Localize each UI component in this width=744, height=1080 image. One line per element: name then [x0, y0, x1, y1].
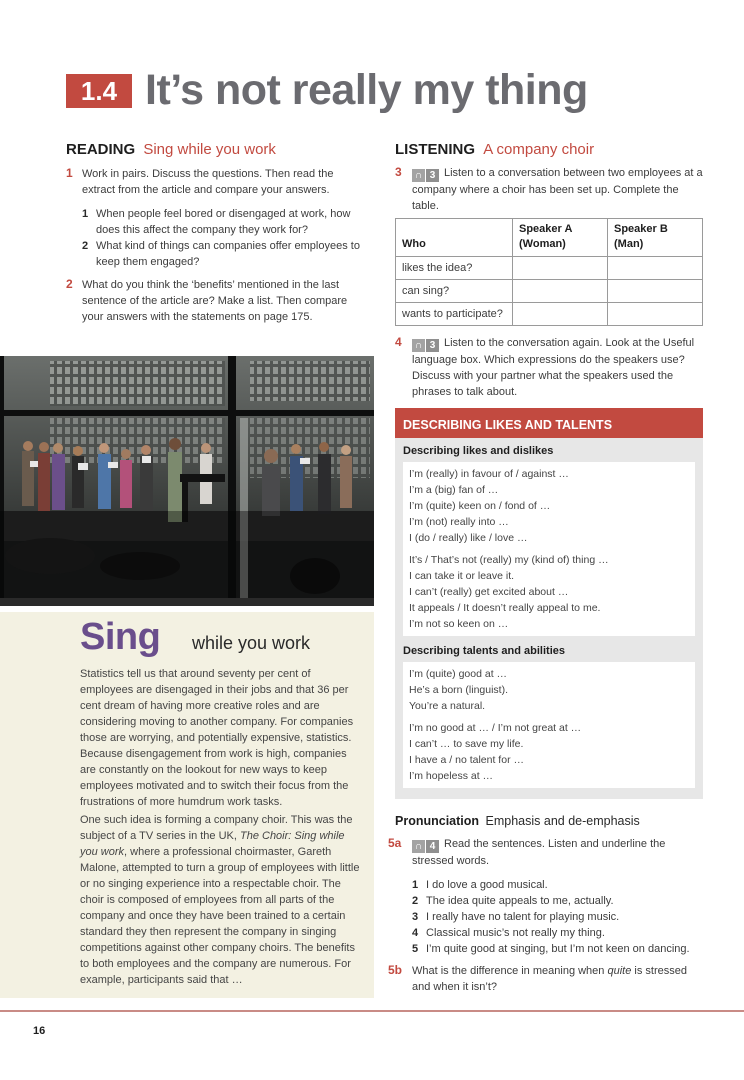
page-title: It’s not really my thing: [145, 66, 588, 114]
table-header-speaker-b: Speaker B (Man): [608, 219, 703, 257]
footer-rule: [0, 1010, 744, 1012]
phrase: I’m not so keen on …: [409, 618, 509, 630]
answer-cell[interactable]: [513, 303, 608, 326]
table-header-speaker-a: Speaker A (Woman): [513, 219, 608, 257]
track-number: 3: [426, 169, 439, 182]
phrase: I’m (quite) good at …: [409, 668, 508, 680]
article-paragraph-1: Statistics tell us that around seventy per cent of employees are disengaged in their jobs and that 36 per cent dream of having more creative roles and are considering moving to another company. For companies those are worrying, and potentially expensive, statistics. Because disengagement from work is high, companies are constantly on the lookout for new ways to keep employees motivated and to switch their focus from the frustrations of more humdrum work tasks.: [80, 668, 354, 808]
table-row: likes the idea?: [396, 257, 703, 280]
question-item: 1 When people feel bored or disengaged at work, how does this affect the company they work for?: [82, 208, 351, 236]
exercise-number: 3: [395, 165, 402, 179]
exercise-number: 5b: [388, 963, 403, 977]
exercise-text: Listen to a conversation between two employees at a company where a choir has been set up. Complete the table.: [412, 167, 703, 212]
pronunciation-subtitle: Emphasis and de-emphasis: [485, 814, 640, 828]
phrase: I have a / no talent for …: [409, 754, 524, 766]
sentence-item: 5 I’m quite good at singing, but I’m not keen on dancing.: [412, 943, 690, 955]
phrase: It appeals / It doesn’t really appeal to me.: [409, 602, 601, 614]
table-row: can sing?: [396, 280, 703, 303]
phrase: I can’t … to save my life.: [409, 738, 524, 750]
reading-subtitle: Sing while you work: [143, 141, 276, 158]
phrase: I can take it or leave it.: [409, 570, 515, 582]
exercise-number: 2: [66, 277, 73, 291]
exercise-text: Listen to the conversation again. Look at the Useful language box. Which expressions do the speakers use? Discuss with your partner what the speakers used the phrases to talk about.: [412, 337, 695, 398]
answer-cell[interactable]: [608, 280, 703, 303]
track-number: 3: [426, 339, 439, 352]
phrase: I’m (really) in favour of / against …: [409, 468, 569, 480]
headphones-icon: ∩: [412, 840, 425, 853]
article-title-big: Sing: [80, 616, 161, 658]
page-number: 16: [33, 1025, 46, 1037]
exercise-5b: [388, 963, 706, 995]
useful-language-box: [395, 408, 703, 799]
pronunciation-heading: [395, 814, 640, 828]
talents-list: [403, 662, 695, 788]
exercise-4: [395, 335, 705, 400]
track-number: 4: [426, 840, 439, 853]
phrase: I’m hopeless at …: [409, 770, 494, 782]
listening-subtitle: A company choir: [483, 141, 595, 158]
unit-badge: 1.4: [66, 74, 132, 108]
exercise-3: [395, 165, 705, 214]
audio-track-button[interactable]: [412, 339, 439, 352]
exercise-text: Work in pairs. Discuss the questions. Then read the extract from the article and compare your answers.: [82, 168, 334, 196]
answer-cell[interactable]: [608, 303, 703, 326]
speaker-table: [395, 218, 703, 326]
reading-keyword: READING: [66, 141, 136, 158]
article-paragraph-2: One such idea is forming a company choir. This was the subject of a TV series in the UK, The Choir: Sing while you work, where a professional choirmaster, Gareth Malone, attempted to turn a group of employees with little or no singing experience into a respectable choir. The choir is composed of employees from all parts of the company and once they have been trained to a certain standard they then represent the company in singing competitions against other company choirs. The benefits to both employees and the company are numerous. For example, participants said that …: [80, 814, 360, 986]
table-header-who: Who: [396, 219, 513, 257]
sentence-list: [412, 877, 706, 957]
exercise-text: What is the difference in meaning when quite is stressed and when it isn’t?: [412, 965, 687, 993]
answer-cell[interactable]: [513, 257, 608, 280]
tv-series-title: The Choir: Sing while you work: [80, 830, 345, 858]
phrase: I can’t (really) get excited about …: [409, 586, 569, 598]
headphones-icon: ∩: [412, 339, 425, 352]
exercise-text: What do you think the ‘benefits’ mentioned in the last sentence of the article are? Make a list. Then compare your answers with the statements on page 175.: [82, 279, 348, 323]
language-box-title: DESCRIBING LIKES AND TALENTS: [395, 408, 703, 438]
question-item: 2 What kind of things can companies offer employees to keep them engaged?: [82, 240, 360, 268]
answer-cell[interactable]: [608, 257, 703, 280]
headphones-icon: ∩: [412, 169, 425, 182]
likes-heading: Describing likes and dislikes: [403, 445, 554, 457]
sentence-item: 4 Classical music’s not really my thing.: [412, 927, 605, 939]
listening-heading: [395, 141, 594, 158]
talents-heading: Describing talents and abilities: [403, 645, 565, 657]
exercise-text: Read the sentences. Listen and underline the stressed words.: [412, 838, 666, 867]
exercise-number: 5a: [388, 836, 402, 850]
phrase: I (do / really) like / love …: [409, 532, 528, 544]
exercise-1: [66, 166, 366, 270]
audio-track-button[interactable]: [412, 169, 439, 182]
exercise-number: 4: [395, 335, 402, 349]
phrase: I’m (quite) keen on / fond of …: [409, 500, 551, 512]
exercise-number: 1: [66, 166, 73, 180]
phrase: He’s a born (linguist).: [409, 684, 509, 696]
phrase: I’m (not) really into …: [409, 516, 509, 528]
sentence-item: 1 I do love a good musical.: [412, 879, 548, 891]
choir-photo: [0, 356, 374, 606]
phrase: You’re a natural.: [409, 700, 486, 712]
phrase: I’m no good at … / I’m not great at …: [409, 722, 582, 734]
exercise-2: [66, 277, 366, 325]
article-title-small: while you work: [192, 633, 311, 653]
reading-heading: [66, 141, 276, 158]
audio-track-button[interactable]: [412, 840, 439, 853]
choir-photo-image: [0, 356, 374, 606]
likes-list: [403, 462, 695, 636]
answer-cell[interactable]: [513, 280, 608, 303]
sentence-item: 3 I really have no talent for playing music.: [412, 911, 620, 923]
table-row: wants to participate?: [396, 303, 703, 326]
phrase: It’s / That’s not (really) my (kind of) thing …: [409, 554, 609, 566]
listening-keyword: LISTENING: [395, 141, 476, 158]
phrase: I’m a (big) fan of …: [409, 484, 499, 496]
sentence-item: 2 The idea quite appeals to me, actually.: [412, 895, 614, 907]
exercise-5a: [388, 836, 706, 957]
pronunciation-keyword: Pronunciation: [395, 814, 480, 828]
